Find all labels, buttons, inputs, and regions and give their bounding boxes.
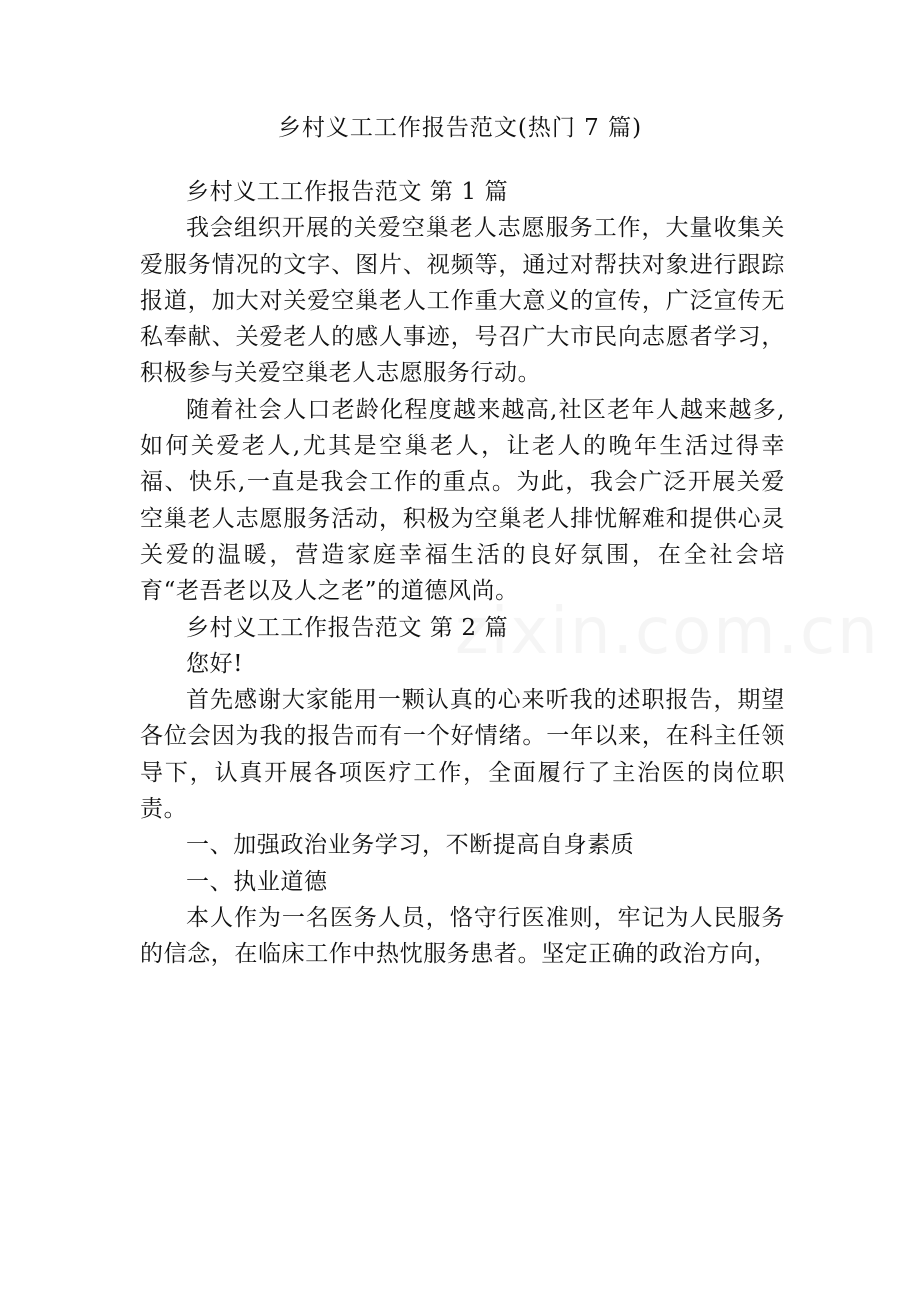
body-paragraph: 随着社会人口老龄化程度越来越高,社区老年人越来越多,如何关爱老人,尤其是空巢老人，让老人的晚年生活过得幸福、快乐,一直是我会工作的重点。为此，我会广泛开展关爱空巢老人志愿服务活动，积极为空巢老人排忧解难和提供心灵关爱的温暖，营造家庭幸福生活的良好氛围，在全社会培育“老吾老以及人之老”的道德风尚。	[140, 396, 785, 605]
document-title: 乡村义工工作报告范文(热门 7 篇)	[277, 115, 643, 141]
section-heading-2: 乡村义工工作报告范文 第 2 篇	[186, 614, 509, 641]
greeting-line: 您好!	[186, 650, 244, 677]
body-paragraph: 首先感谢大家能用一颗认真的心来听我的述职报告，期望各位会因为我的报告而有一个好情绪。一年以来，在科主任领导下，认真开展各项医疗工作，全面履行了主治医的岗位职责。	[140, 687, 785, 823]
section-heading-1: 乡村义工工作报告范文 第 1 篇	[186, 179, 509, 205]
document-body	[140, 174, 785, 973]
body-paragraph: 本人作为一名医务人员，恪守行医准则，牢记为人民服务的信念，在临床工作中热忱服务患者。坚定正确的政治方向，	[140, 904, 785, 968]
subsection-heading: 一、加强政治业务学习，不断提高自身素质	[186, 832, 635, 859]
body-paragraph: 我会组织开展的关爱空巢老人志愿服务工作，大量收集关爱服务情况的文字、图片、视频等，通过对帮扶对象进行跟踪报道，加大对关爱空巢老人工作重大意义的宣传，广泛宣传无私奉献、关爱老人的感人事迹，号召广大市民向志愿者学习，积极参与关爱空巢老人志愿服务行动。	[140, 215, 785, 387]
watermark-text: zixin.com.cn	[455, 595, 880, 669]
subsection-heading: 一、执业道德	[186, 868, 328, 895]
